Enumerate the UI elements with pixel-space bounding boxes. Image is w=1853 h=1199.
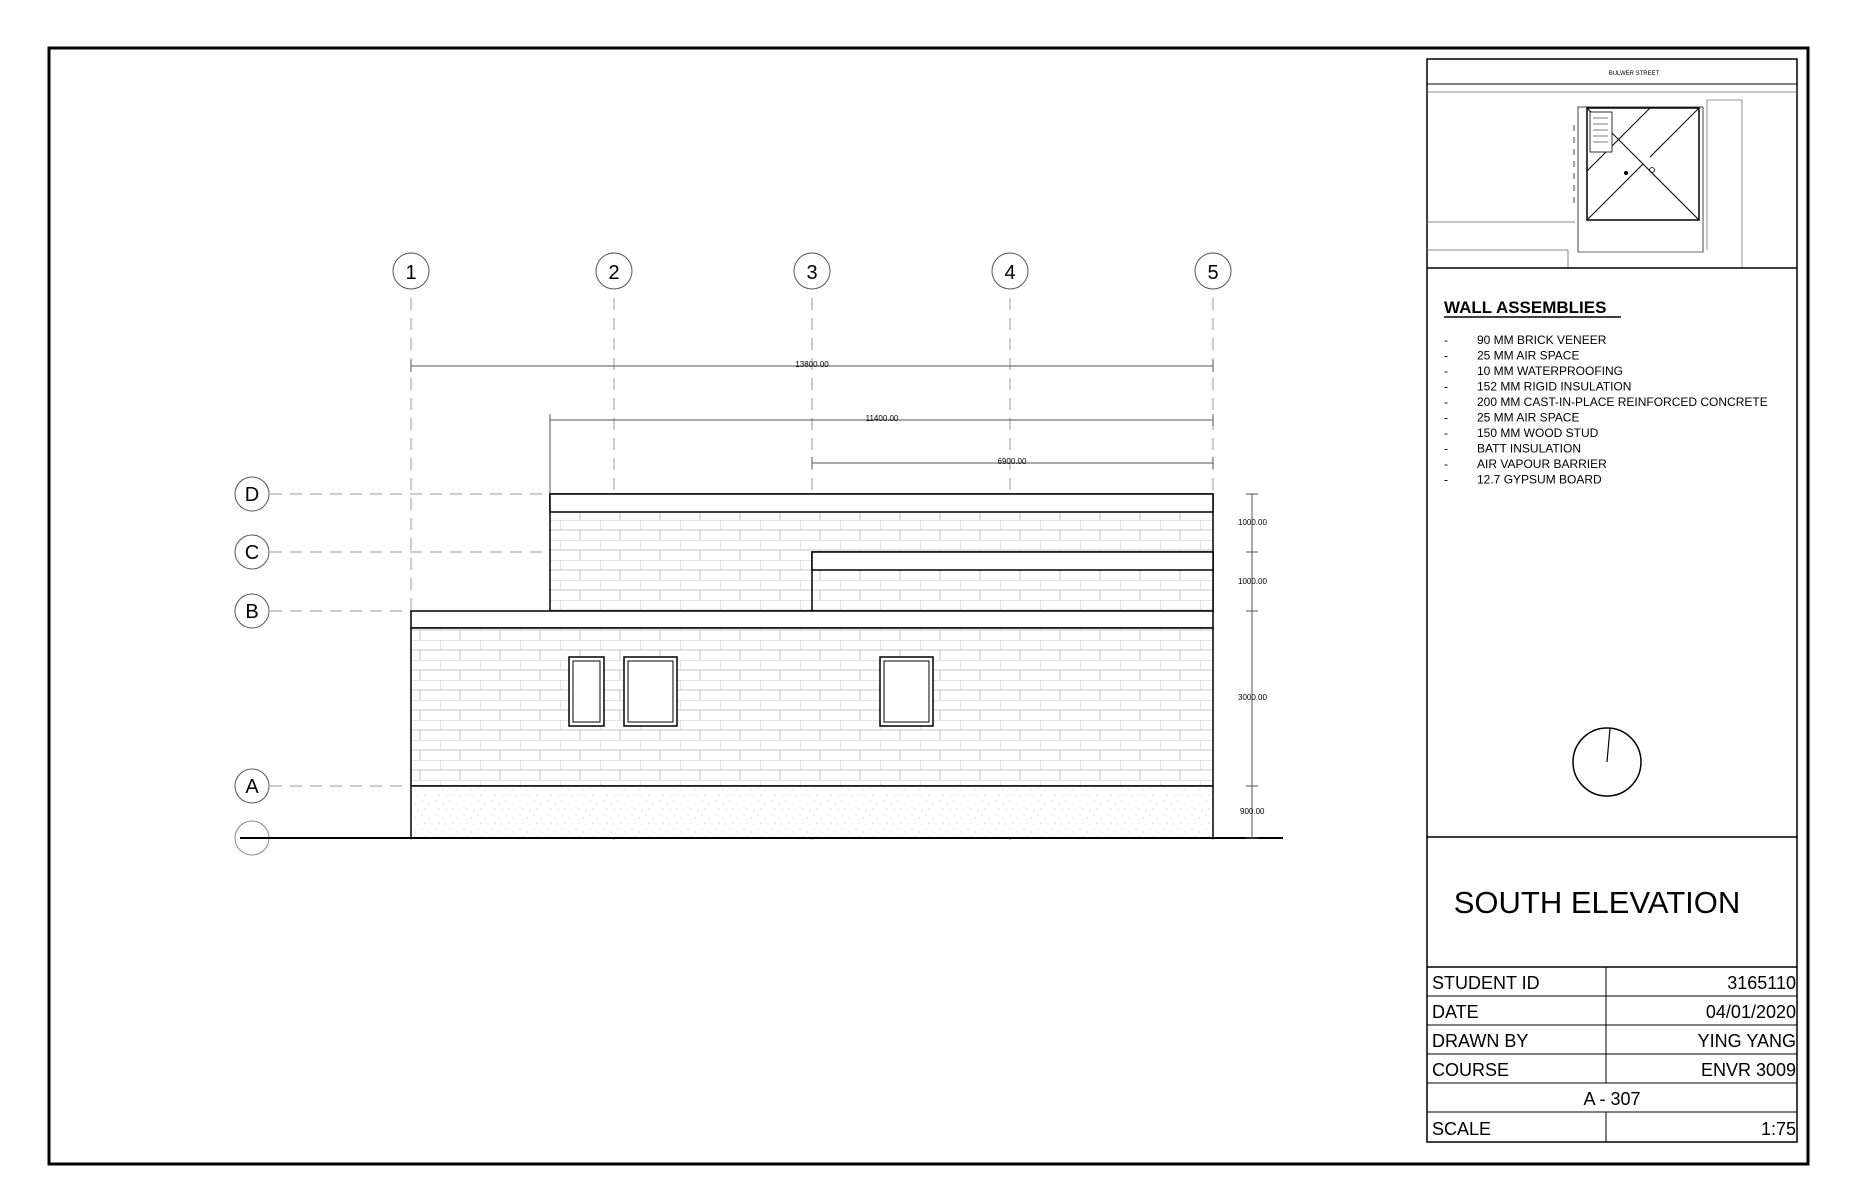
row-value-course: ENVR 3009 [1700, 1060, 1796, 1080]
wall-assembly-item: 90 MM BRICK VENEER [1477, 333, 1607, 347]
dimension-11400-label: 11400.00 [865, 414, 899, 423]
scale-label: SCALE [1432, 1119, 1492, 1139]
grid-column-4-label: 4 [1004, 262, 1016, 284]
north-arrow [1573, 728, 1641, 796]
window-3 [880, 657, 933, 726]
title-block [1427, 59, 1797, 1142]
row-label-course: COURSE [1432, 1060, 1510, 1080]
grid-row-D [235, 477, 550, 511]
wall-assemblies-list [1444, 333, 1768, 487]
wall-assembly-bullet: - [1444, 364, 1448, 378]
dimension-11400 [550, 414, 1213, 494]
foundation [411, 786, 1213, 838]
dimension-6900 [812, 457, 1213, 469]
dimension-13800-label: 13800.00 [795, 360, 829, 369]
grid-row-D-label: D [244, 484, 260, 506]
wall-assembly-item: 10 MM WATERPROOFING [1477, 364, 1624, 378]
wall-assembly-bullet: - [1444, 348, 1448, 363]
key-plan-street-label: BULWER STREET [1608, 71, 1660, 77]
row-value-date: 04/01/2020 [1705, 1002, 1796, 1022]
grid-column-1-label: 1 [405, 262, 417, 284]
window-2 [624, 657, 677, 726]
wall-assembly-item: 150 MM WOOD STUD [1477, 426, 1599, 440]
sheet-title: SOUTH ELEVATION [1453, 885, 1741, 920]
south-elevation-drawing [235, 253, 1283, 855]
scale-value: 1:75 [1760, 1119, 1796, 1139]
grid-column-2-label: 2 [608, 262, 620, 284]
grid-row-A [235, 769, 411, 803]
wall-assembly-bullet: - [1444, 379, 1448, 394]
window-1 [569, 657, 604, 726]
row-label-drawn-by: DRAWN BY [1432, 1031, 1529, 1051]
grid-column-5-label: 5 [1207, 262, 1219, 284]
grid-row-B-label: B [245, 601, 259, 623]
upper-mass-parapet [550, 494, 1213, 512]
main-roof-band [411, 611, 1213, 628]
wall-assemblies [1444, 298, 1768, 487]
vertical-dimension-chain [1238, 494, 1267, 838]
wall-assembly-bullet: - [1444, 426, 1448, 440]
wall-assembly-bullet: - [1444, 395, 1448, 409]
middle-mass-parapet [812, 552, 1213, 570]
sheet-number: A - 307 [1583, 1089, 1641, 1109]
title-block-table [1427, 967, 1797, 1142]
wall-assembly-item: 152 MM RIGID INSULATION [1477, 379, 1632, 394]
dimension-vertical-4: 900.00 [1240, 807, 1265, 816]
row-value-student-id: 3165110 [1727, 973, 1796, 993]
wall-assembly-item: 25 MM AIR SPACE [1477, 348, 1580, 363]
row-label-student-id: STUDENT ID [1432, 973, 1540, 993]
wall-assembly-item: 200 MM CAST-IN-PLACE REINFORCED CONCRETE [1477, 395, 1768, 409]
wall-assembly-bullet: - [1444, 457, 1448, 471]
main-brick-wall [411, 628, 1213, 786]
wall-assembly-bullet: - [1444, 333, 1448, 347]
dimension-vertical-3: 3000.00 [1238, 693, 1267, 702]
grid-row-A-label: A [245, 776, 259, 798]
grid-row-C-label: C [244, 542, 260, 564]
row-label-date: DATE [1432, 1002, 1479, 1022]
wall-assembly-item: BATT INSULATION [1477, 441, 1582, 456]
row-value-drawn-by: YING YANG [1697, 1031, 1796, 1051]
wall-assembly-item: 25 MM AIR SPACE [1477, 410, 1580, 425]
dimension-vertical-2: 1000.00 [1238, 577, 1267, 586]
wall-assembly-item: 12.7 GYPSUM BOARD [1477, 472, 1602, 487]
wall-assembly-item: AIR VAPOUR BARRIER [1477, 457, 1607, 471]
wall-assembly-bullet: - [1444, 410, 1448, 425]
wall-assembly-bullet: - [1444, 441, 1448, 456]
key-plan [1427, 71, 1797, 268]
grid-row-B [235, 594, 411, 628]
wall-assembly-bullet: - [1444, 472, 1448, 487]
dimension-vertical-1: 1000.00 [1238, 518, 1267, 527]
grid-column-3-label: 3 [806, 262, 818, 284]
dimension-6900-label: 6900.00 [997, 457, 1027, 466]
wall-assemblies-title: WALL ASSEMBLIES [1444, 298, 1607, 317]
dimension-13800 [411, 360, 1213, 372]
